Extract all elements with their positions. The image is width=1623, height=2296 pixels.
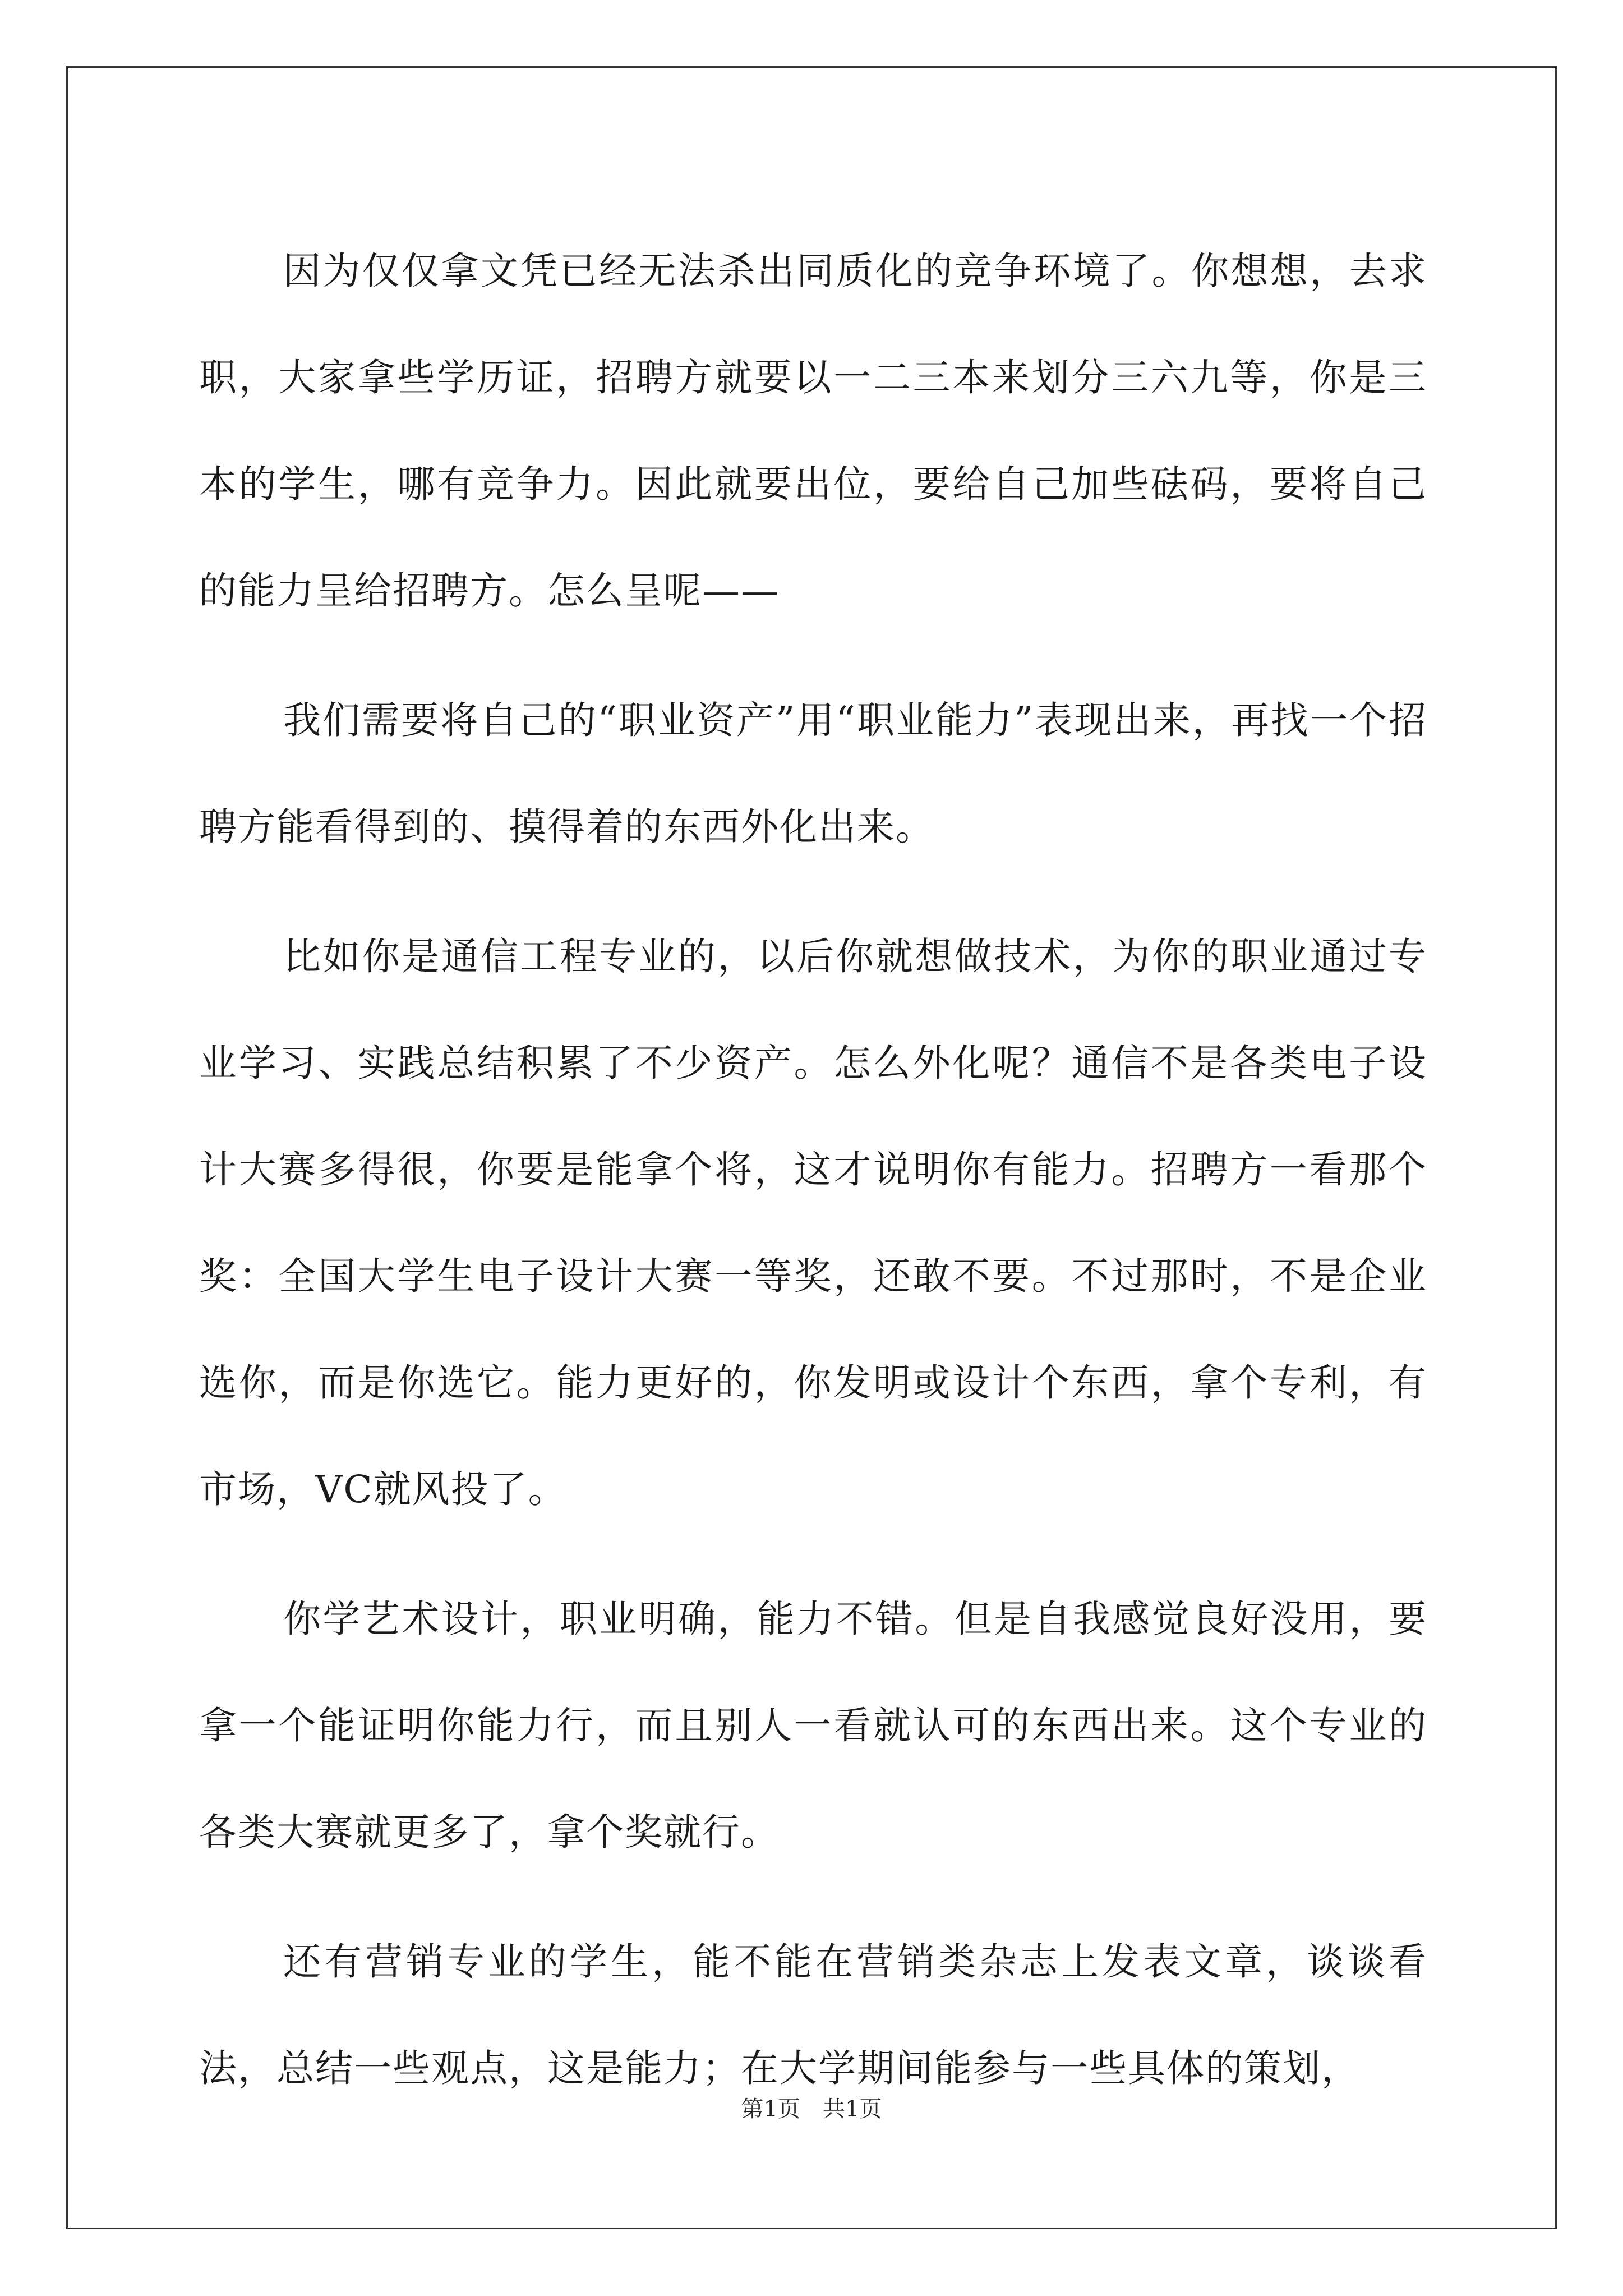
page-number-footer: 第1页 共1页 (741, 2096, 882, 2122)
paragraph-1: 因为仅仅拿文凭已经无法杀出同质化的竞争环境了。你想想，去求职，大家拿些学历证，招聘方就要以一二三本来划分三六九等，你是三本的学生，哪有竞争力。因此就要出位，要给自己加些砝码，要将自己的能力呈给招聘方。怎么呈呢—— (199, 249, 1427, 613)
paragraph-2: 我们需要将自己的“职业资产”用“职业能力”表现出来，再找一个招聘方能看得到的、摸得着的东西外化出来。 (199, 698, 1427, 849)
paragraph-3: 比如你是通信工程专业的，以后你就想做技术，为你的职业通过专业学习、实践总结积累了不少资产。怎么外化呢？通信不是各类电子设计大赛多得很，你要是能拿个将，这才说明你有能力。招聘方一看那个奖：全国大学生电子设计大赛一等奖，还敢不要。不过那时，不是企业选你，而是你选它。能力更好的，你发明或设计个东西，拿个专利，有市场，VC就风投了。 (199, 935, 1427, 1511)
paragraph-5: 还有营销专业的学生，能不能在营销类杂志上发表文章，谈谈看法，总结一些观点，这是能力；在大学期间能参与一些具体的策划， (199, 1940, 1427, 2090)
paragraph-4: 你学艺术设计，职业明确，能力不错。但是自我感觉良好没用，要拿一个能证明你能力行，而且别人一看就认可的东西出来。这个专业的各类大赛就更多了，拿个奖就行。 (199, 1597, 1427, 1854)
document-body (199, 218, 1427, 2145)
